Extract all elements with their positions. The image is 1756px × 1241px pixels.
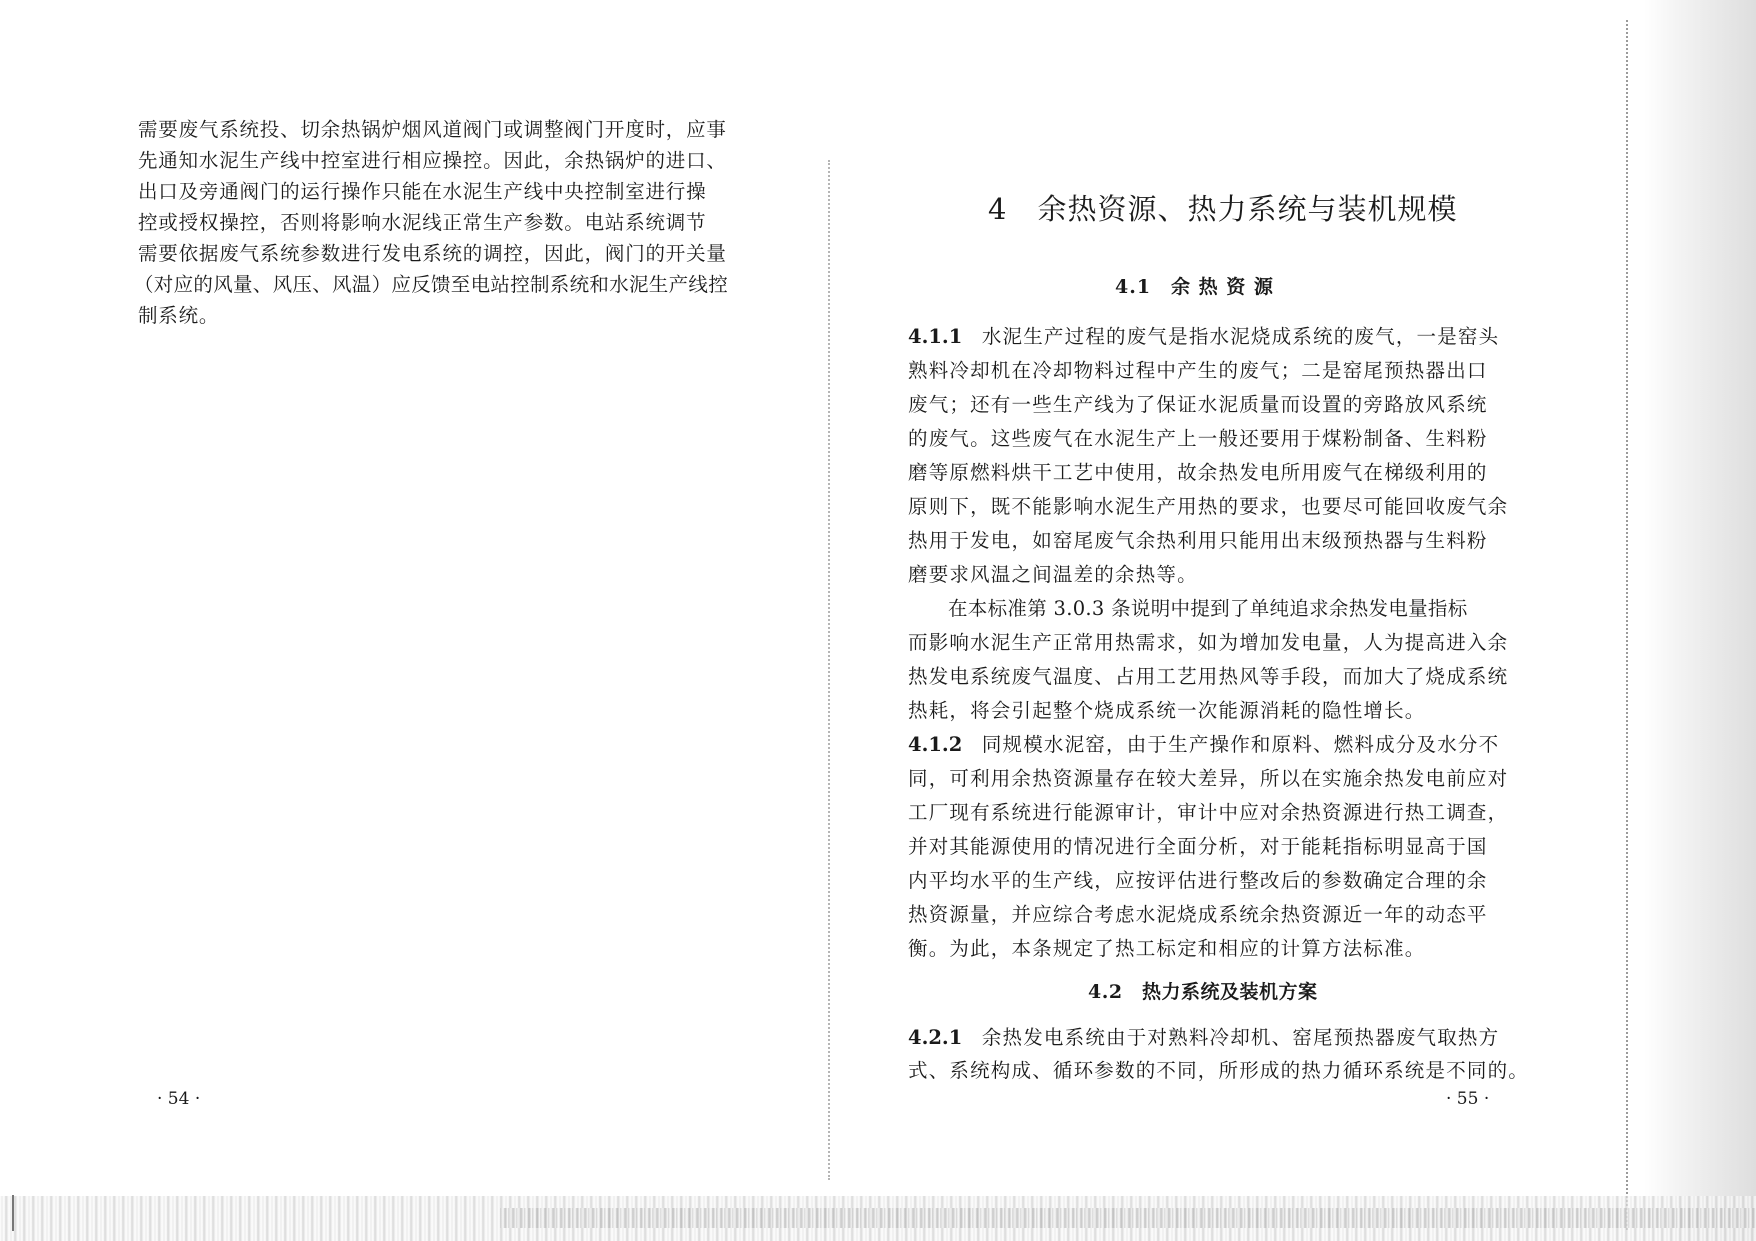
- body-text-line: 同，可利用余热资源量存在较大差异，所以在实施余热发电前应对: [908, 767, 1509, 790]
- body-text-line: 热耗，将会引起整个烧成系统一次能源消耗的隐性增长。: [908, 699, 1426, 722]
- right-edge-shadow: [1644, 0, 1756, 1241]
- left-text-line: 控或授权操控，否则将影响水泥线正常生产参数。电站系统调节: [138, 211, 707, 234]
- body-text-line: 在本标准第 3.0.3 条说明中提到了单纯追求余热发电量指标: [948, 597, 1468, 620]
- body-text-line: 内平均水平的生产线，应按评估进行整改后的参数确定合理的余: [908, 869, 1488, 892]
- clause-text: 同规模水泥窑，由于生产操作和原料、燃料成分及水分不: [981, 733, 1500, 756]
- clause-number: 4.1.2: [908, 733, 963, 756]
- page-edge-line: [1626, 20, 1628, 1230]
- section-heading-4-2: 4.2 热力系统及装机方案: [1088, 981, 1318, 1003]
- clause-4-1-1-line: [908, 327, 1499, 347]
- body-text-line: 衡。为此，本条规定了热工标定和相应的计算方法标准。: [908, 937, 1426, 960]
- body-text-line: 式、系统构成、循环参数的不同，所形成的热力循环系统是不同的。: [908, 1059, 1530, 1082]
- clause-4-1-2-line: [908, 735, 1499, 755]
- left-text-line: 制系统。: [138, 304, 220, 327]
- clause-number: 4.2.1: [908, 1026, 963, 1049]
- body-text-line: 的废气。这些废气在水泥生产上一般还要用于煤粉制备、生料粉: [908, 427, 1488, 450]
- chapter-title: 4 余热资源、热力系统与装机规模: [988, 192, 1458, 226]
- body-text-line: 热发电系统废气温度、占用工艺用热风等手段，而加大了烧成系统: [908, 665, 1509, 688]
- body-text-line: 磨要求风温之间温差的余热等。: [908, 563, 1198, 586]
- left-text-line: 出口及旁通阀门的运行操作只能在水泥生产线中央控制室进行操: [138, 180, 707, 203]
- page-number-right: · 55 ·: [1446, 1089, 1490, 1109]
- clause-text: 水泥生产过程的废气是指水泥烧成系统的废气，一是窑头: [981, 325, 1500, 348]
- body-text-line: 熟料冷却机在冷却物料过程中产生的废气；二是窑尾预热器出口: [908, 359, 1488, 382]
- section-heading-4-1: 4.1 余 热 资 源: [1115, 276, 1274, 298]
- body-text-line: 工厂现有系统进行能源审计，审计中应对余热资源进行热工调查，: [908, 801, 1509, 824]
- scan-noise-bottom-dark: [500, 1208, 1756, 1228]
- left-text-line: 需要依据废气系统参数进行发电系统的调控，因此，阀门的开关量: [138, 242, 727, 265]
- body-text-line: 磨等原燃料烘干工艺中使用，故余热发电所用废气在梯级利用的: [908, 461, 1488, 484]
- clause-number: 4.1.1: [908, 325, 963, 348]
- body-text-line: 原则下，既不能影响水泥生产用热的要求，也要尽可能回收废气余: [908, 495, 1509, 518]
- body-text-line: 热用于发电，如窑尾废气余热利用只能用出末级预热器与生料粉: [908, 529, 1488, 552]
- gutter-line: [828, 160, 830, 1180]
- body-text-line: 并对其能源使用的情况进行全面分析，对于能耗指标明显高于国: [908, 835, 1488, 858]
- body-text-line: 热资源量，并应综合考虑水泥烧成系统余热资源近一年的动态平: [908, 903, 1488, 926]
- body-text-line: 而影响水泥生产正常用热需求，如为增加发电量，人为提高进入余: [908, 631, 1509, 654]
- left-text-line: 先通知水泥生产线中控室进行相应操控。因此，余热锅炉的进口、: [138, 149, 727, 172]
- page-number-left: · 54 ·: [157, 1089, 201, 1109]
- left-text-line: 需要废气系统投、切余热锅炉烟风道阀门或调整阀门开度时，应事: [138, 118, 727, 141]
- corner-mark: [12, 1195, 14, 1231]
- clause-4-2-1-line: [908, 1028, 1499, 1048]
- body-text-line: 废气；还有一些生产线为了保证水泥质量而设置的旁路放风系统: [908, 393, 1488, 416]
- left-text-line: （对应的风量、风压、风温）应反馈至电站控制系统和水泥生产线控: [134, 273, 729, 296]
- clause-text: 余热发电系统由于对熟料冷却机、窑尾预热器废气取热方: [981, 1026, 1500, 1049]
